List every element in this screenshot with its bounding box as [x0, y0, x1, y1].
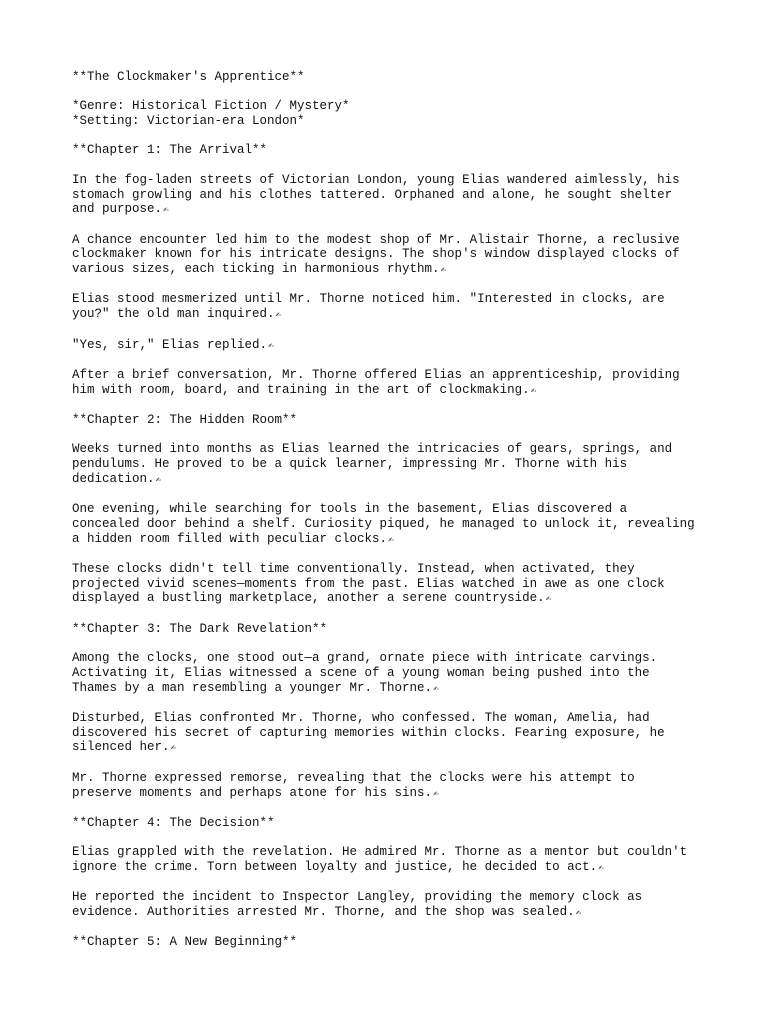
paragraph: [72, 562, 712, 607]
line-text: One evening, while searching for tools in the basement, Elias discovered a: [72, 502, 628, 517]
document-body: [72, 70, 712, 965]
line-text: **Chapter 2: The Hidden Room**: [72, 413, 298, 428]
line-text: "Yes, sir," Elias replied.: [72, 337, 268, 352]
text-line: [72, 442, 712, 457]
line-text: displayed a bustling marketplace, another a serene countryside.: [72, 591, 545, 606]
line-text: Mr. Thorne expressed remorse, revealing that the clocks were his attempt to: [72, 770, 635, 785]
text-line: [72, 771, 712, 786]
line-text: These clocks didn't tell time conventionally. Instead, when activated, they: [72, 562, 635, 577]
line-text: stomach growling and his clothes tattered. Orphaned and alone, he sought shelter: [72, 187, 673, 202]
document-title: [72, 70, 712, 85]
text-line: [72, 233, 712, 248]
paragraph: [72, 292, 712, 322]
line-text: a hidden room filled with peculiar clocks.: [72, 531, 388, 546]
text-line: [72, 622, 712, 637]
text-line: [72, 472, 712, 488]
paragraph: [72, 143, 712, 158]
paragraph: [72, 413, 712, 428]
paragraph: [72, 502, 712, 547]
paragraph: [72, 173, 712, 218]
paragraph: [72, 338, 712, 354]
text-line: [72, 532, 712, 548]
line-text: clockmaker known for his intricate designs. The shop's window displayed clocks of: [72, 247, 680, 262]
line-text: Activating it, Elias witnessed a scene of a young woman being pushed into the: [72, 665, 650, 680]
line-text: Weeks turned into months as Elias learned the intricacies of gears, springs, and: [72, 442, 673, 457]
line-text: evidence. Authorities arrested Mr. Thorne, and the shop was sealed.: [72, 905, 575, 920]
paragraph-mark-icon: ✍: [163, 205, 169, 216]
line-text: **The Clockmaker's Apprentice**: [72, 70, 305, 84]
paragraph: [72, 368, 712, 398]
paragraph: [72, 622, 712, 637]
line-text: dedication.: [72, 471, 155, 486]
text-line: [72, 591, 712, 607]
text-line: [72, 99, 712, 114]
text-line: [72, 502, 712, 517]
text-line: [72, 577, 712, 592]
paragraph: [72, 816, 712, 831]
paragraph: [72, 99, 712, 128]
line-text: pendulums. He proved to be a quick learner, impressing Mr. Thorne with his: [72, 457, 628, 472]
text-line: [72, 681, 712, 697]
paragraph-mark-icon: ✍: [388, 534, 394, 545]
line-text: discovered his secret of capturing memories within clocks. Fearing exposure, he: [72, 725, 665, 740]
text-line: [72, 383, 712, 399]
line-text: Elias stood mesmerized until Mr. Thorne noticed him. "Interested in clocks, are: [72, 292, 665, 307]
text-line: [72, 651, 712, 666]
line-text: **Chapter 5: A New Beginning**: [72, 935, 298, 950]
paragraph-mark-icon: ✍: [433, 788, 439, 799]
paragraph-mark-icon: ✍: [545, 594, 551, 605]
line-text: projected vivid scenes—moments from the past. Elias watched in awe as one clock: [72, 576, 665, 591]
line-text: *Genre: Historical Fiction / Mystery*: [72, 99, 350, 114]
line-text: Thames by a man resembling a younger Mr. Thorne.: [72, 680, 433, 695]
paragraph: [72, 442, 712, 487]
line-text: various sizes, each ticking in harmonious rhythm.: [72, 262, 440, 277]
text-line: [72, 188, 712, 203]
line-text: **Chapter 1: The Arrival**: [72, 143, 268, 158]
text-line: [72, 845, 712, 860]
paragraph-mark-icon: ✍: [268, 340, 274, 351]
text-line: [72, 935, 712, 950]
line-text: silenced her.: [72, 740, 170, 755]
paragraph: [72, 711, 712, 756]
line-text: Among the clocks, one stood out—a grand, ornate piece with intricate carvings.: [72, 651, 658, 666]
paragraph-mark-icon: ✍: [275, 310, 281, 321]
line-text: and purpose.: [72, 202, 163, 217]
text-line: [72, 740, 712, 756]
paragraph-mark-icon: ✍: [598, 863, 604, 873]
text-line: [72, 307, 712, 323]
line-text: preserve moments and perhaps atone for his sins.: [72, 785, 433, 800]
text-line: [72, 143, 712, 158]
text-line: [72, 860, 712, 876]
text-line: [72, 202, 712, 218]
text-line: [72, 905, 712, 921]
text-line: [72, 711, 712, 726]
text-line: [72, 247, 712, 262]
paragraph: [72, 890, 712, 920]
line-text: you?" the old man inquired.: [72, 307, 275, 322]
text-line: [72, 338, 712, 354]
text-line: [72, 726, 712, 741]
text-line: [72, 114, 712, 129]
paragraph-mark-icon: ✍: [170, 743, 176, 754]
paragraph-mark-icon: ✍: [440, 265, 446, 276]
line-text: **Chapter 3: The Dark Revelation**: [72, 621, 328, 636]
line-text: *Setting: Victorian-era London*: [72, 114, 305, 129]
line-text: Elias grappled with the revelation. He admired Mr. Thorne as a mentor but couldn't: [72, 845, 688, 860]
line-text: He reported the incident to Inspector Langley, providing the memory clock as: [72, 890, 643, 905]
text-line: [72, 890, 712, 905]
text-line: [72, 517, 712, 532]
line-text: Disturbed, Elias confronted Mr. Thorne, who confessed. The woman, Amelia, had: [72, 711, 650, 726]
paragraph-mark-icon: ✍: [530, 385, 536, 396]
line-text: ignore the crime. Torn between loyalty and justice, he decided to act.: [72, 860, 598, 874]
text-line: [72, 786, 712, 802]
paragraph-mark-icon: ✍: [155, 474, 161, 485]
line-text: A chance encounter led him to the modest shop of Mr. Alistair Thorne, a reclusive: [72, 232, 680, 247]
paragraph: [72, 935, 712, 950]
paragraph: [72, 845, 712, 875]
text-line: [72, 262, 712, 278]
text-line: [72, 816, 712, 831]
line-text: concealed door behind a shelf. Curiosity piqued, he managed to unlock it, revealing: [72, 516, 695, 531]
text-line: [72, 70, 712, 85]
text-line: [72, 562, 712, 577]
text-line: [72, 173, 712, 188]
line-text: After a brief conversation, Mr. Thorne offered Elias an apprenticeship, providing: [72, 367, 680, 382]
paragraph-mark-icon: ✍: [575, 908, 582, 919]
line-text: In the fog-laden streets of Victorian London, young Elias wandered aimlessly, his: [72, 172, 680, 187]
paragraph: [72, 771, 712, 801]
text-line: [72, 368, 712, 383]
line-text: him with room, board, and training in the art of clockmaking.: [72, 382, 530, 397]
paragraph: [72, 651, 712, 696]
text-line: [72, 457, 712, 472]
line-text: **Chapter 4: The Decision**: [72, 815, 275, 830]
text-line: [72, 666, 712, 681]
text-line: [72, 292, 712, 307]
text-line: [72, 413, 712, 428]
paragraph: [72, 233, 712, 278]
paragraph-mark-icon: ✍: [433, 683, 439, 694]
